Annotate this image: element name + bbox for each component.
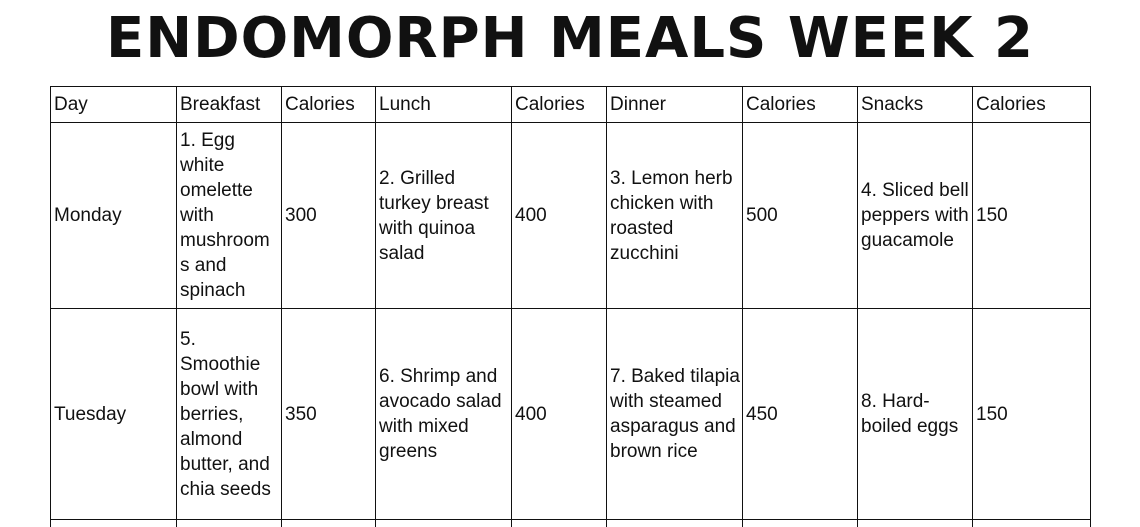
header-breakfast-calories: Calories [282,87,376,123]
header-lunch-calories: Calories [512,87,607,123]
empty-cell [973,520,1091,527]
header-breakfast: Breakfast [177,87,282,123]
header-dinner: Dinner [607,87,743,123]
table-row [51,123,1091,309]
table-row [51,309,1091,520]
empty-cell [607,520,743,527]
empty-cell [743,520,858,527]
dinner-cell: 7. Baked tilapia with steamed asparagus and brown rice [607,309,743,520]
lunch-cell: 2. Grilled turkey breast with quinoa salad [376,123,512,309]
lunch-cell: 6. Shrimp and avocado salad with mixed greens [376,309,512,520]
snacks-cell: 4. Sliced bell peppers with guacamole [858,123,973,309]
lunch-calories-cell: 400 [512,123,607,309]
breakfast-cell: 1. Egg white omelette with mushrooms and spinach [177,123,282,309]
dinner-calories-cell: 450 [743,309,858,520]
breakfast-calories-cell: 350 [282,309,376,520]
snacks-calories-cell: 150 [973,123,1091,309]
snacks-cell: 8. Hard-boiled eggs [858,309,973,520]
header-dinner-calories: Calories [743,87,858,123]
header-day: Day [51,87,177,123]
header-lunch: Lunch [376,87,512,123]
table-header-row [51,87,1091,123]
header-snacks-calories: Calories [973,87,1091,123]
lunch-calories-cell: 400 [512,309,607,520]
header-snacks: Snacks [858,87,973,123]
empty-cell [858,520,973,527]
day-cell: Monday [51,123,177,309]
breakfast-cell: 5. Smoothie bowl with berries, almond butter, and chia seeds [177,309,282,520]
table-row-cut-off [51,520,1091,527]
empty-cell [376,520,512,527]
dinner-calories-cell: 500 [743,123,858,309]
empty-cell [177,520,282,527]
empty-cell [282,520,376,527]
meal-plan-table [50,86,1091,527]
empty-cell [512,520,607,527]
page-title: ENDOMORPH MEALS WEEK 2 [105,6,1035,71]
breakfast-calories-cell: 300 [282,123,376,309]
snacks-calories-cell: 150 [973,309,1091,520]
day-cell: Tuesday [51,309,177,520]
empty-cell [51,520,177,527]
dinner-cell: 3. Lemon herb chicken with roasted zucchini [607,123,743,309]
